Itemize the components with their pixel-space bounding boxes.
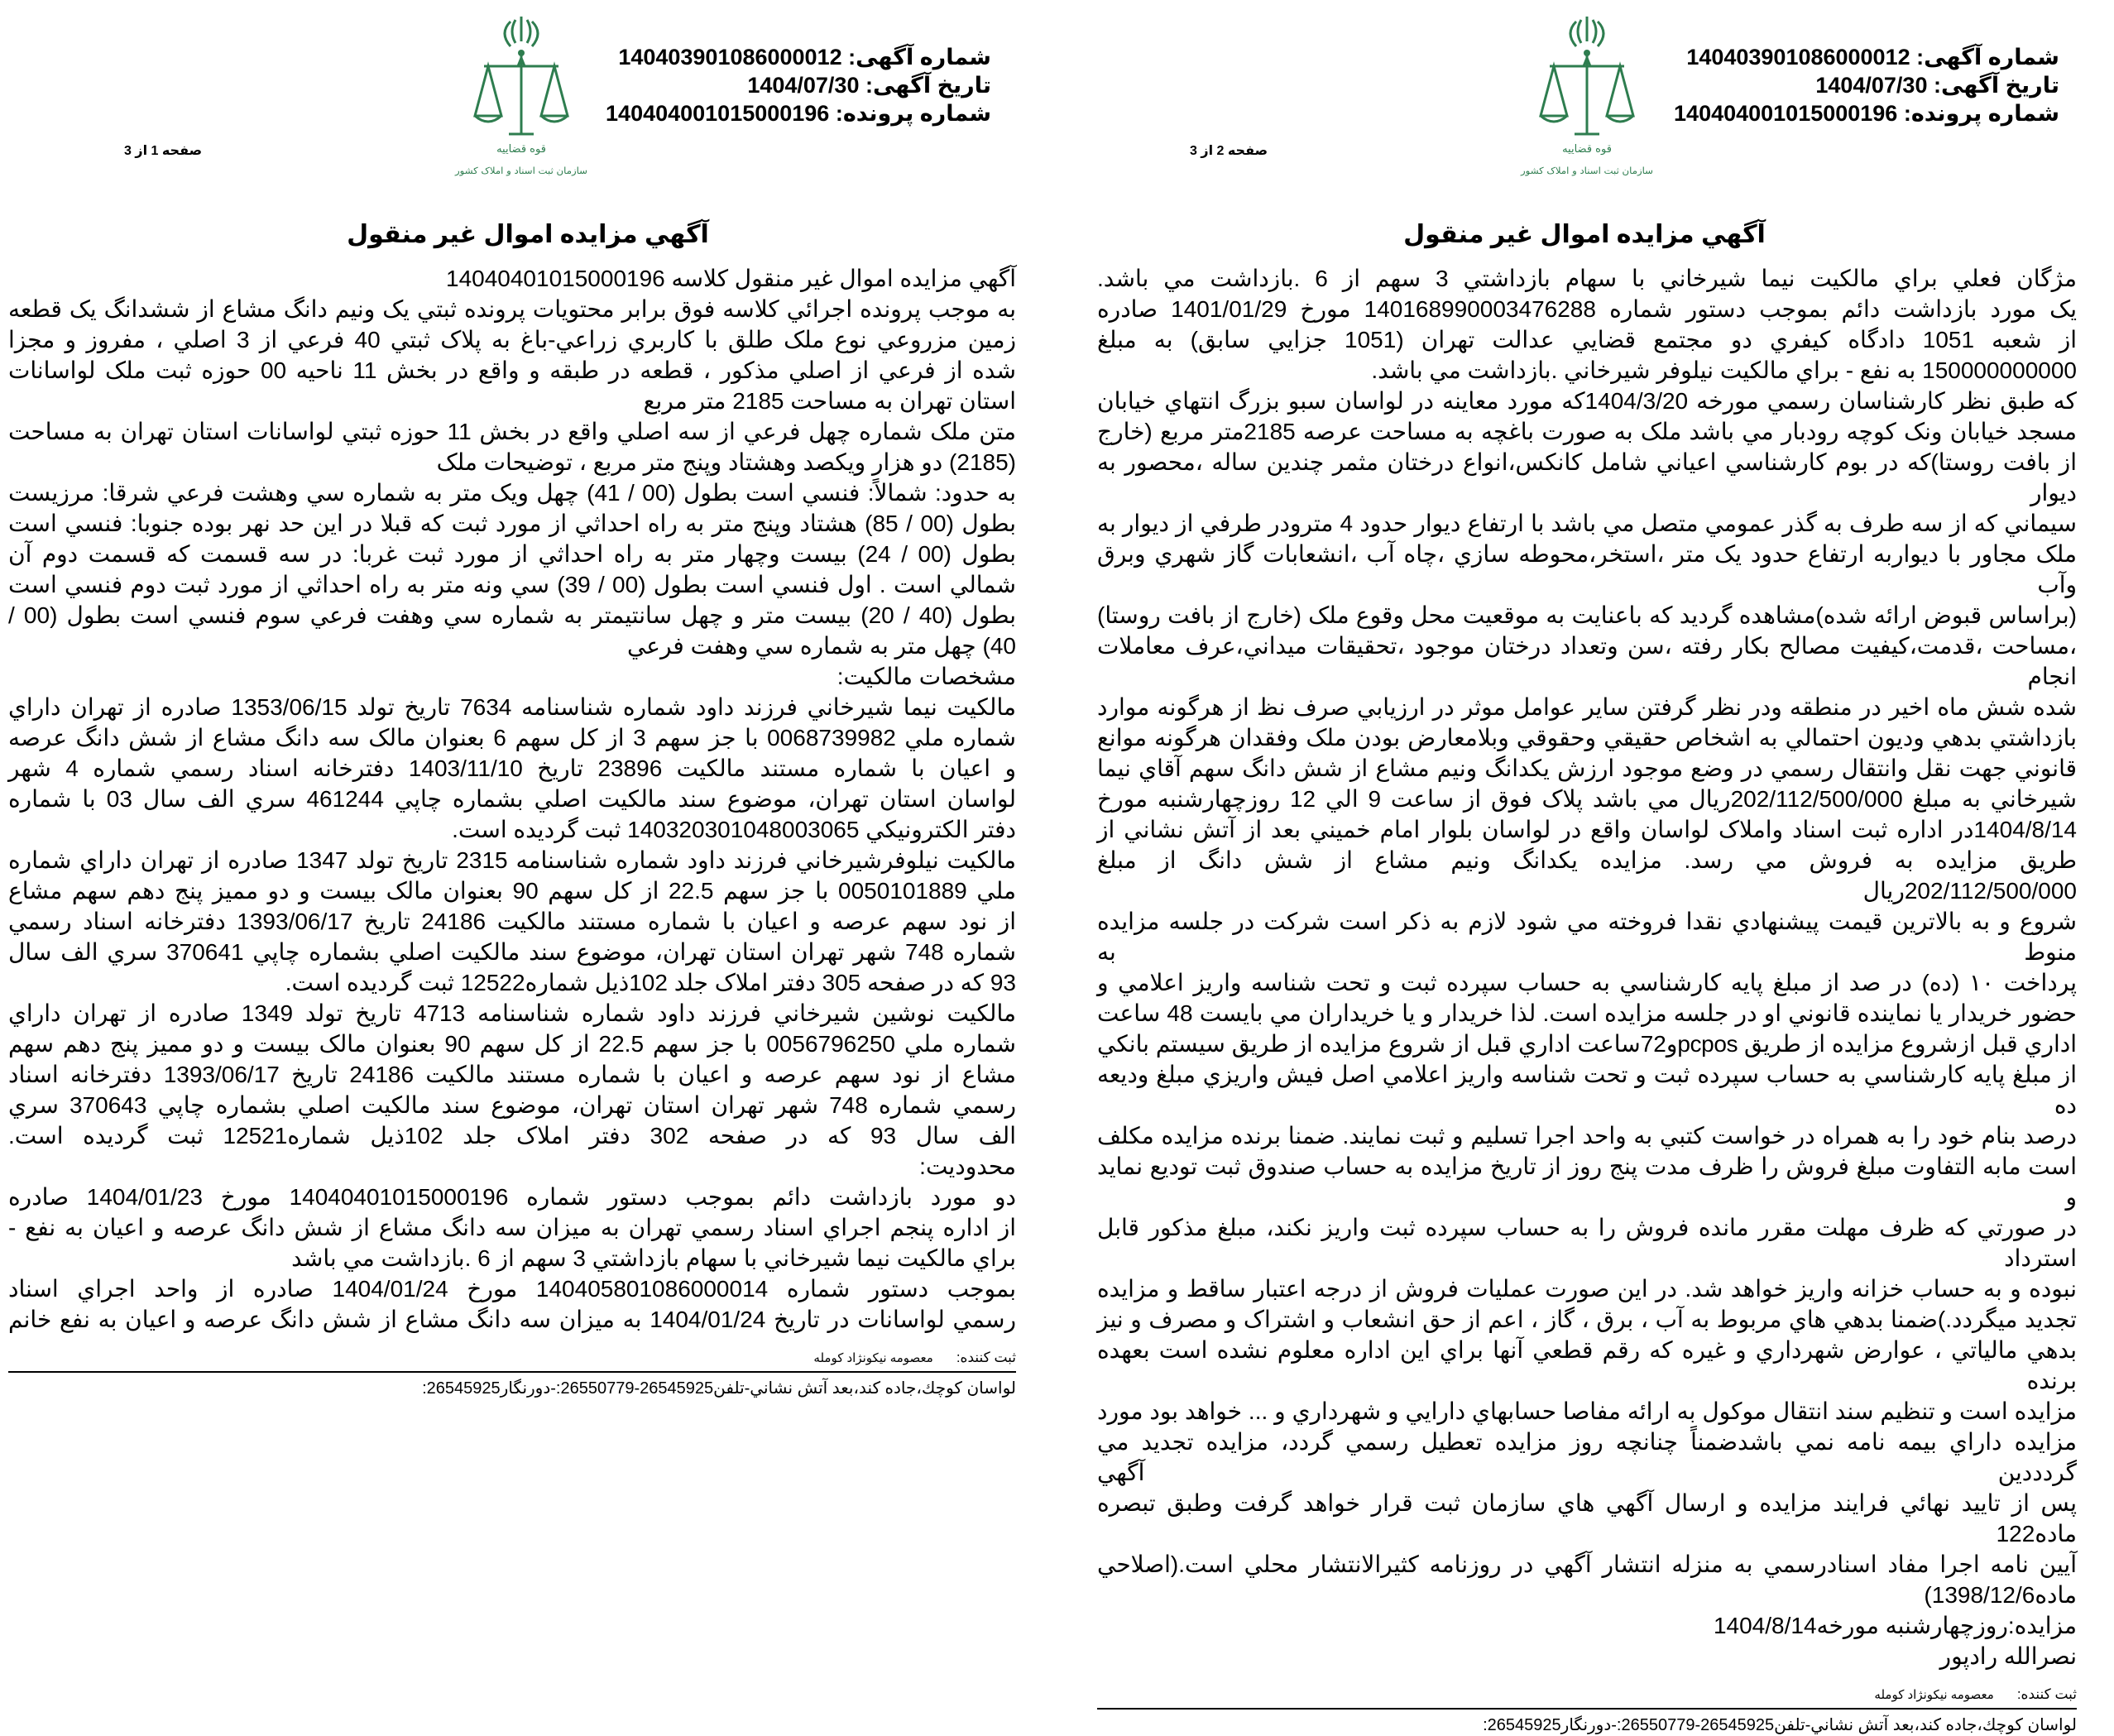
- body-line: ملي 0050101889 با جز سهم 22.5 از كل سهم 90 بعنوان مالک بيست و دو مميز پنج دهم سهم مشاع: [8, 878, 1016, 904]
- body-line: به موجب پرونده اجرائي كلاسه فوق برابر محتويات پرونده ثبتي يک ونيم دانگ مشاع از ششدانگ يک قطعه: [8, 296, 1016, 322]
- registrar-label: ثبت كننده:: [2016, 1686, 2077, 1702]
- page-title: آگهي مزايده اموال غير منقول: [347, 221, 709, 248]
- body-line: ،مساحت ،قدمت،كيفيت مصالح بكار رفته ،سن وتعداد درختان موجود ،تحقيقات ميداني،عرف معاملات انجام: [1097, 633, 2077, 689]
- body-line: بدهي مالياتي ، عوارض شهرداري و غيره كه رقم قطعي آنها براي اين اداره معلوم نشده است بعهده برنده: [1097, 1337, 2077, 1393]
- body-line: مسجد خيابان ونک كوچه رودبار مي باشد ملک به صورت باغچه به مساحت عرصه 2185متر مربع (خارج: [1097, 419, 2077, 444]
- body-line: آيين نامه اجرا مفاد اسنادرسمي به منزله انتشار آگهي در روزنامه كثيرالانتشار محلي است.(اصلاحي: [1097, 1551, 2077, 1577]
- body-line: بطول (00 / 24) بيست وچهار متر به راه احداثي از مورد ثبت غربا: در سه قسمت كه قسمت دوم آن: [8, 541, 1016, 567]
- page-number: صفحه 1 از 3: [124, 144, 203, 158]
- body-line: پرداخت ۱۰ (ده) در صد از مبلغ پايه كارشناسي به حساب سپرده ثبت و تحت شناسه واريز اعلامي و: [1097, 970, 2077, 995]
- registrar: [1097, 1683, 2077, 1706]
- body-line: محدوديت:: [919, 1153, 1016, 1179]
- body-line: زمين مزروعي نوع ملک طلق با كاربري زراعي-باغ به پلاک ثبتي 40 فرعي از 3 اصلي ، مفروز و مجزا: [8, 327, 1016, 352]
- body-line: شده شش ماه اخير در منطقه ودر نظر گرفتن ساير عوامل موثر در ارزيابي صرف نظ از هرگونه موارد: [1097, 694, 2077, 720]
- body-line: دو مورد بازداشت دائم بموجب دستور شماره 14040401015000196 مورخ 1404/01/23 صادره: [8, 1184, 1017, 1210]
- page-title: آگهي مزايده اموال غير منقول: [1403, 221, 1766, 248]
- body-line: در صورتي كه ظرف مهلت مقرر مانده فروش را به حساب سپرده ثبت واريز نكند، مبلغ مذكور قابل استرداد: [1097, 1215, 2077, 1271]
- body-line: براي مالكيت نيما شيرخاني با سهام بازداشتي 3 سهم از 6 .بازداشت مي باشد: [291, 1245, 1016, 1271]
- notice-page-1: [0, 0, 1057, 1506]
- body-line: درصد بنام خود را به همراه در خواست كتبي به واحد اجرا تسليم و ثبت نمايند. ضمنا برنده مزايده مكلف: [1097, 1123, 2077, 1149]
- notice-footer: [8, 1346, 1016, 1399]
- body-line: متن ملک شماره چهل فرعي از سه اصلي واقع در بخش 11 حوزه ثبتي لواسانات استان تهران به مساحت: [8, 419, 1016, 444]
- body-line: سيماني كه از سه طرف به گذر عمومي متصل مي باشد با ارتفاع ديوار حدود 4 مترودر طرفي از ديوار به: [1097, 511, 2078, 536]
- body-line: دفتر الكترونيكي 140320301048003065 ثبت گرديده است.: [452, 817, 1016, 842]
- body-line: رسمي شماره 748 شهر تهران استان تهران، موضوع سند مالكيت اصلي بشماره چاپي 370643 سري: [8, 1092, 1016, 1118]
- body-line: لواسان استان تهران، موضوع سند مالكيت اصلي بشماره چاپي 461244 سري الف سال 03 با شماره: [8, 786, 1017, 812]
- judiciary-logo: [1517, 10, 1657, 184]
- body-line: شيرخاني به مبلغ 202/112/500/000ريال مي باشد پلاک فوق از ساعت 9 الي 12 روزچهارشنبه مورخ: [1097, 786, 2078, 812]
- svg-text:قوه قضاییه: قوه قضاییه: [1562, 143, 1612, 156]
- body-line: ماده1398/12/6): [1924, 1582, 2077, 1608]
- body-line: تجديد ميگردد.)ضمنا بدهي هاي مربوط به آب ، برق ، گاز ، اعم از حق انشعاب و اشتراک و مصرف و نيز: [1097, 1307, 2077, 1332]
- body-line: 150000000000 به نفع - براي مالكيت نيلوفر شيرخاني .بازداشت مي باشد.: [1371, 357, 2077, 383]
- body-line: مالكيت نيما شيرخاني فرزند داود شماره شناسنامه 7634 تاريخ تولد 1353/06/15 صادره از تهران داراي: [8, 694, 1016, 720]
- body-line: شمالي است . اول فنسي است بطول (00 / 39) سي ونه متر به راه احداثي از مورد ثبت دوم فنسي است: [8, 572, 1016, 597]
- notice-number: شماره آگهی: 140403901086000012: [618, 45, 991, 70]
- body-line: است مابه التفاوت مبلغ فروش را ظرف مدت پنج روز از تاريخ مزايده به حساب صندوق ثبت توديع نمايد و: [1097, 1153, 2077, 1210]
- notice-header: [1674, 43, 2059, 127]
- notice-number: شماره آگهی: 140403901086000012: [1686, 45, 2059, 70]
- body-line: مزايده:روزچهارشنبه مورخه1404/8/14: [1713, 1613, 2077, 1638]
- body-line: شماره ملي 0056796250 با جز سهم 22.5 از كل سهم 90 بعنوان مالک بيست و دو مميز پنج دهم سهم: [8, 1031, 1016, 1057]
- notice-footer: [1097, 1683, 2077, 1736]
- body-line: شماره 748 شهر تهران استان تهران، موضوع سند مالكيت اصلي بشماره چاپي 370641 سري الف سال: [8, 939, 1016, 965]
- notice-date: تاریخ آگهی: 1404/07/30: [747, 73, 991, 98]
- registrar-name: معصومه نيكونژاد كومله: [1874, 1688, 1994, 1702]
- office-address: لواسان كوچك،جاده كند،بعد آتش نشاني-تلفن26545925-26550779:-دورنگار26545925:: [422, 1379, 1016, 1398]
- body-line: از اداره پنجم اجراي اسناد رسمي تهران به ميزان سه دانگ مشاع از شش دانگ عرصه و اعيان به نفع -: [8, 1215, 1016, 1240]
- body-line: مشاع از نود سهم عرصه و اعيان با شماره مستند مالكيت 24186 تاريخ 1393/06/17 دفترخانه اسناد: [8, 1062, 1016, 1087]
- body-line: از شعبه 1051 دادگاه كيفري دو مجتمع قضايي عدالت تهران (1051 جزايي سابق) به مبلغ: [1097, 327, 2078, 352]
- body-line: 40) چهل متر به شماره سي وهفت فرعي: [626, 633, 1016, 659]
- notice-body: [1097, 263, 2077, 1736]
- body-line: و اعيان با شماره مستند مالكيت 23896 تاريخ 1403/11/10 دفترخانه اسناد رسمي شماره 4 شهر: [8, 755, 1016, 781]
- body-line: مالكيت نيلوفرشيرخاني فرزند داود شماره شناسنامه 2315 تاريخ تولد 1347 صادره از تهران داراي شماره: [8, 847, 1016, 873]
- body-line: بازداشتي بدهي وديون احتمالي به اشخاص حقيقي وحقوقي وبلامعارض بودن ملک وفقدان هرگونه موانع: [1097, 725, 2077, 751]
- body-line: از بافت روستا)كه در بوم كارشناسي اعياني شامل كانكس،انواع درختان مثمر چندين ساله ،محصور به ديوار: [1097, 449, 2077, 506]
- body-line: از نود سهم عرصه و اعيان با شماره مستند مالكيت 24186 تاريخ 1393/06/17 دفترخانه اسناد رسمي: [8, 909, 1016, 934]
- body-line: (2185) دو هزار ويكصد وهشتاد وپنج متر مربع ، توضيحات ملک: [436, 449, 1016, 475]
- body-line: اداري قبل ازشروع مزايده از طريق pcposو72ساعت اداري قبل از شروع مزايده از طريق سيستم بانكي: [1097, 1031, 2077, 1057]
- body-line: قانوني جهت نقل وانتقال رسمي در وضع موجود ارزش يكدانگ ونيم مشاع از شش دانگ سهم آقاي نيما: [1097, 755, 2077, 781]
- body-line: نصرالله رادپور: [1939, 1643, 2077, 1669]
- svg-text:سازمان ثبت اسناد و املاک کشور: سازمان ثبت اسناد و املاک کشور: [453, 165, 587, 176]
- notice-page-2: [1057, 0, 2114, 1734]
- body-line: 93 كه در صفحه 305 دفتر املاک جلد 102ذيل شماره12522 ثبت گرديده است.: [285, 970, 1016, 995]
- body-line: (براساس قبوض ارائه شده)مشاهده گرديد كه باعنايت به موقعيت محل وقوع ملک (خارج از بافت روستا): [1097, 602, 2077, 628]
- notice-header: [606, 43, 991, 127]
- notice-body: [8, 263, 1016, 1399]
- registrar: [8, 1346, 1016, 1369]
- body-line: حضور خريدار يا نماينده قانوني او در جلسه مزايده است. لذا خريدار و يا خريداران مي بايست 48 ساعت: [1097, 1000, 2077, 1026]
- svg-text:سازمان ثبت اسناد و املاک کشور: سازمان ثبت اسناد و املاک کشور: [1519, 165, 1653, 176]
- body-line: به حدود: شمالاً: فنسي است بطول (00 / 41) چهل ويک متر به شماره سي وهشت فرعي شرقا: مرزيست: [8, 480, 1016, 506]
- divider: [1097, 1708, 2077, 1710]
- body-line: مزايده است و تنظيم سند انتقال موكول به ارائه مفاصا حسابهاي دارايي و شهرداري و ... خواهد بود مورد: [1097, 1398, 2077, 1424]
- body-line: يک مورد بازداشت دائم بموجب دستور شماره 140168990003476288 مورخ 1401/01/29 صادره: [1097, 296, 2077, 322]
- body-line: مژگان فعلي براي مالكيت نيما شيرخاني با سهام بازداشتي 3 سهم از 6 .بازداشت مي باشد.: [1097, 266, 2078, 291]
- body-line: بطول (40 / 20) بيست متر و چهل سانتيمتر به شماره سي وهفت فرعي سوم فنسي است بطول (00 /: [8, 602, 1016, 628]
- body-line: آگهي مزايده اموال غير منقول كلاسه 14040401015000196: [446, 266, 1016, 291]
- registrar-label: ثبت كننده:: [956, 1350, 1016, 1365]
- body-line: مزايده داراي بيمه نامه نمي باشدضمناً چنانچه روز مزايده تعطيل رسمي گردد، مزايده تجديد مي گردددين آگهي: [1097, 1429, 2077, 1485]
- body-line: كه طبق نظر كارشناسان رسمي مورخه 1404/3/20كه مورد معاينه در لواسان سبو بزرگ انتهاي خيابان: [1097, 388, 2077, 414]
- body-line: بموجب دستور شماره 140405801086000014 مورخ 1404/01/24 صادره از واحد اجراي اسناد: [8, 1276, 1016, 1302]
- divider: [8, 1371, 1016, 1373]
- body-line: الف سال 93 كه در صفحه 302 دفتر املاک جلد 102ذيل شماره12521 ثبت گرديده است.: [8, 1123, 1016, 1149]
- file-number: شماره پرونده: 140404001015000196: [606, 101, 991, 126]
- body-line: طريق مزايده به فروش مي رسد. مزايده يكدانگ ونيم مشاع از شش دانگ از مبلغ 202/112/500/000ريال: [1097, 847, 2077, 904]
- body-line: پس از تاييد نهائي فرايند مزايده و ارسال آگهي هاي سازمان ثبت قرار خواهد گرفت وطبق تبصره ماده122: [1097, 1490, 2077, 1547]
- body-line: شروع و به بالاترين قيمت پيشنهادي نقدا فروخته مي شود لازم به ذكر است شركت در جلسه مزايده منوط به: [1097, 909, 2077, 965]
- office-address: لواسان كوچك،جاده كند،بعد آتش نشاني-تلفن26545925-26550779:-دورنگار26545925:: [1483, 1716, 2077, 1734]
- file-number: شماره پرونده: 140404001015000196: [1674, 101, 2059, 126]
- page-number: صفحه 2 از 3: [1190, 144, 1268, 158]
- body-line: بطول (00 / 85) هشتاد وپنج متر به راه احداثي از مورد ثبت كه قبلا در اين حد نهر بوده جنوبا: فنسي است: [8, 511, 1016, 536]
- body-line: مشخصات مالكيت:: [836, 664, 1016, 689]
- body-line: رسمي لواسانات در تاريخ 1404/01/24 به ميزان سه دانگ مشاع از شش دانگ عرصه و اعيان به نفع خانم: [8, 1307, 1016, 1332]
- body-line: شماره ملي 0068739982 با جز سهم 3 از كل سهم 6 بعنوان مالک سه دانگ مشاع از شش دانگ عرصه: [8, 725, 1017, 751]
- judiciary-logo: [451, 10, 592, 184]
- body-line: از مبلغ پايه كارشناسي به حساب سپرده ثبت و تحت شناسه واريز اعلامي اصل فيش واريزي مبلغ وديعه ده: [1097, 1062, 2077, 1118]
- body-line: شده از فرعي از اصلي مذكور ، قطعه در طبقه و واقع در بخش 11 ناحيه 00 حوزه ثبت ملک لواسانات: [8, 357, 1017, 383]
- body-line: 1404/8/14در اداره ثبت اسناد واملاک لواسان واقع در لواسان بلوار امام خميني بعد از آتش نشاني از: [1097, 817, 2077, 842]
- body-line: مالكيت نوشين شيرخاني فرزند داود شماره شناسنامه 4713 تاريخ تولد 1349 صادره از تهران داراي: [8, 1000, 1016, 1026]
- svg-text:قوه قضاییه: قوه قضاییه: [496, 143, 546, 156]
- registrar-name: معصومه نيكونژاد كومله: [813, 1351, 933, 1365]
- body-line: ملک مجاور با ديواربه ارتفاع حدود يک متر ،استخر،محوطه سازي ،چاه آب ،انشعابات گاز شهري وبرق وآب: [1097, 541, 2077, 597]
- body-line: استان تهران به مساحت 2185 متر مربع: [643, 388, 1016, 414]
- notice-date: تاریخ آگهی: 1404/07/30: [1815, 73, 2059, 98]
- body-line: نبوده و به حساب خزانه واريز خواهد شد. در اين صورت عمليات فروش از درجه اعتبار ساقط و مزايده: [1097, 1276, 2077, 1302]
